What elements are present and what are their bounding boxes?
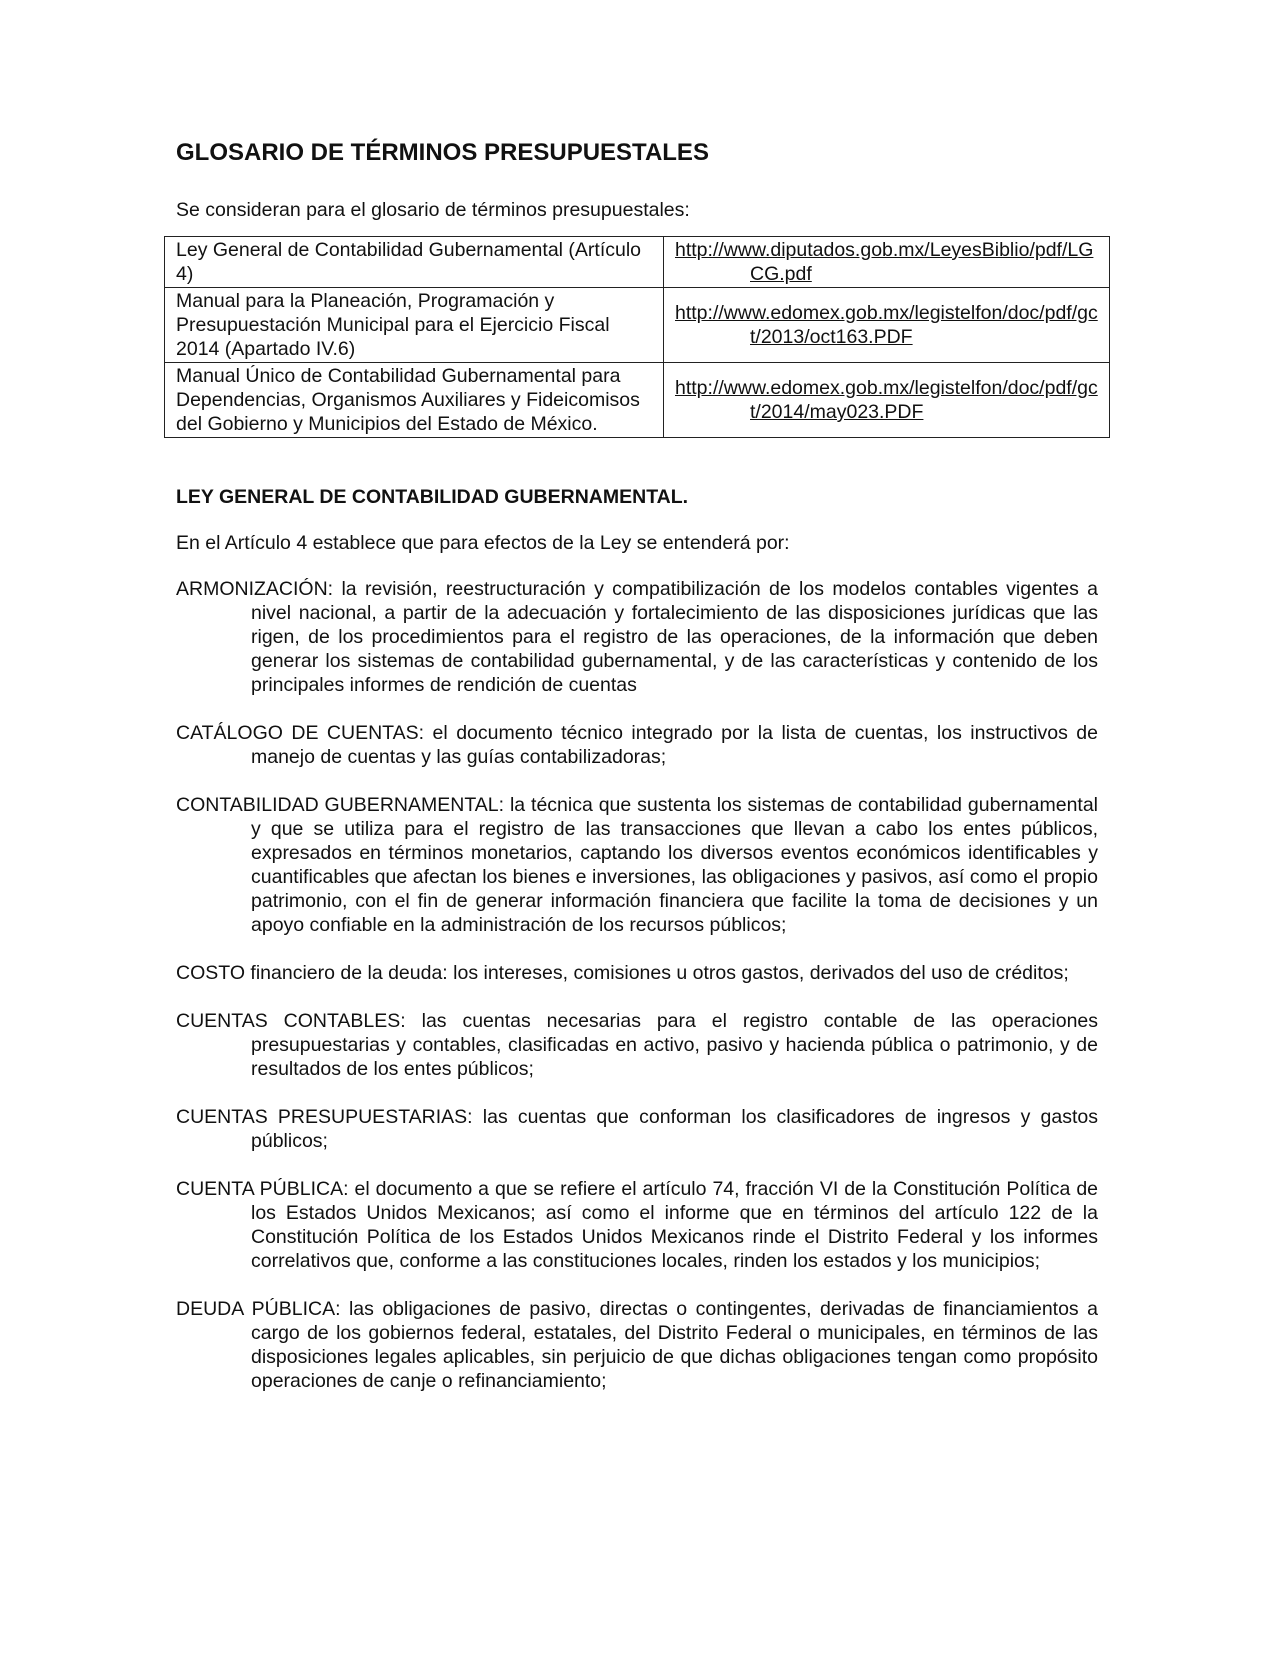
definition-text: las cuentas que conforman los clasificadores de ingresos y gastos públicos; [251, 1106, 1098, 1152]
references-table [164, 236, 1110, 438]
reference-name: Manual Único de Contabilidad Gubernamental para Dependencias, Organismos Auxiliares y Fideicomisos del Gobierno y Municipios del Estado de México. [165, 363, 664, 438]
definition-text: la revisión, reestructuración y compatibilización de los modelos contables vigentes a nivel nacional, a partir de la adecuación y fortalecimiento de las disposiciones jurídicas que las rigen, de los procedimientos para el registro de las operaciones, de la información que deben generar los sistemas de contabilidad gubernamental, y de las características y contenido de los principales informes de rendición de cuentas [251, 578, 1099, 696]
section-intro: En el Artículo 4 establece que para efectos de la Ley se entenderá por: [176, 532, 790, 554]
definition-term: CUENTA PÚBLICA: [176, 1178, 349, 1200]
reference-url-cell [664, 288, 1110, 363]
definition-term: CUENTAS CONTABLES: [176, 1010, 406, 1032]
intro-text: Se consideran para el glosario de términos presupuestales: [176, 199, 690, 221]
table-row [165, 237, 1110, 288]
reference-url-cell [664, 363, 1110, 438]
definition-term: ARMONIZACIÓN: [176, 578, 334, 600]
reference-link[interactable]: http://www.diputados.gob.mx/LeyesBiblio/pdf/LGCG.pdf [675, 239, 1094, 285]
section-title: LEY GENERAL DE CONTABILIDAD GUBERNAMENTAL. [176, 486, 689, 508]
definition-item [176, 793, 1098, 937]
definition-text: las obligaciones de pasivo, directas o contingentes, derivadas de financiamientos a cargo de los gobiernos federal, estatales, del Distrito Federal o municipales, en términos de las disposiciones legales aplicables, sin perjuicio de que dichas obligaciones tengan como propósito operaciones de canje o refinanciamiento; [251, 1298, 1098, 1392]
definition-item [176, 961, 1098, 985]
definitions-list [176, 577, 1098, 1393]
table-row [165, 363, 1110, 438]
reference-name: Manual para la Planeación, Programación y Presupuestación Municipal para el Ejercicio Fiscal 2014 (Apartado IV.6) [165, 288, 664, 363]
page-title: GLOSARIO DE TÉRMINOS PRESUPUESTALES [176, 139, 709, 166]
definition-term: CATÁLOGO DE CUENTAS: [176, 722, 425, 744]
definition-item [176, 577, 1098, 697]
document-page [176, 138, 1098, 1417]
reference-url-cell [664, 237, 1110, 288]
definition-item [176, 1009, 1098, 1081]
definition-item [176, 1105, 1098, 1153]
definition-text: el documento a que se refiere el artículo 74, fracción VI de la Constitución Política de los Estados Unidos Mexicanos; así como el informe que en términos del artículo 122 de la Constitución Política de los Estados Unidos Mexicanos rinde el Distrito Federal y los informes correlativos que, conforme a las constituciones locales, rinden los estados y los municipios; [251, 1178, 1099, 1272]
definition-term: DEUDA PÚBLICA: [176, 1298, 341, 1320]
reference-link[interactable]: http://www.edomex.gob.mx/legistelfon/doc/pdf/gct/2013/oct163.PDF [675, 302, 1098, 348]
reference-link[interactable]: http://www.edomex.gob.mx/legistelfon/doc/pdf/gct/2014/may023.PDF [675, 377, 1098, 423]
definition-term: COSTO [176, 962, 245, 984]
definition-term: CONTABILIDAD GUBERNAMENTAL: [176, 794, 505, 816]
definition-text: el documento técnico integrado por la lista de cuentas, los instructivos de manejo de cuentas y las guías contabilizadoras; [251, 722, 1098, 768]
definition-text: las cuentas necesarias para el registro contable de las operaciones presupuestarias y contables, clasificadas en activo, pasivo y hacienda pública o patrimonio, y de resultados de los entes públicos; [251, 1010, 1099, 1080]
definition-item [176, 1177, 1098, 1273]
definition-term: CUENTAS PRESUPUESTARIAS: [176, 1106, 473, 1128]
definition-text: la técnica que sustenta los sistemas de contabilidad gubernamental y que se utiliza para el registro de las transacciones que llevan a cabo los entes públicos, expresados en términos monetarios, captando los diversos eventos económicos identificables y cuantificables que afectan los bienes e inversiones, las obligaciones y pasivos, así como el propio patrimonio, con el fin de generar información financiera que facilite la toma de decisiones y un apoyo confiable en la administración de los recursos públicos; [251, 794, 1099, 936]
definition-text: financiero de la deuda: los intereses, comisiones u otros gastos, derivados del uso de créditos; [250, 962, 1069, 984]
definition-item [176, 1297, 1098, 1393]
reference-name: Ley General de Contabilidad Gubernamental (Artículo 4) [165, 237, 664, 288]
table-row [165, 288, 1110, 363]
definition-item [176, 721, 1098, 769]
